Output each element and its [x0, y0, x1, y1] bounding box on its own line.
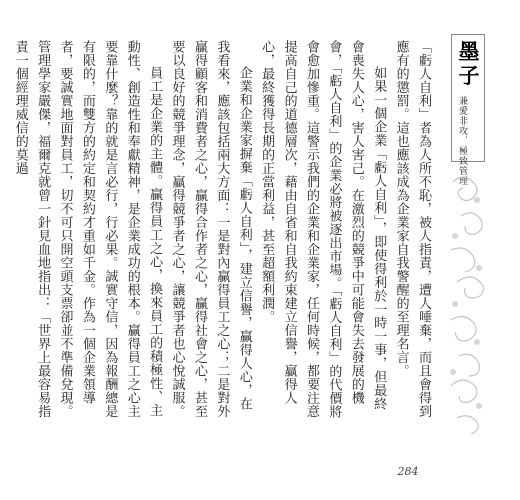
page-number: 284 — [397, 465, 419, 478]
paragraph-3: 企業和企業家摒棄「虧人自利」，建立信譽，贏得人心，在我看來，應該包括兩大方面：一是對內贏得員工之心；二是對外贏得顧客和消費者之心，贏得合作者之心，贏得社會之心，甚至要以良好的競爭理念，贏得競爭者之心，讓競爭者也心悅誠服。 — [169, 40, 252, 418]
paragraph-2: 如果一個企業「虧人自利」，即使得利於一時一事，但最終會喪失人心，害人害己。在激烈的競爭中可能會失去發展的機會，「虧人自利」的企業必將被逐出市場。「虧人自利」的代價將會愈加慘重。這警示我們的企業和企業家，任何時候，都要注意提高自己的道德層次，藉由自省和自我約束建立信譽，贏得人心，最終獲得長期的正當利益，甚至超額利潤。 — [259, 40, 387, 419]
article-body — [12, 40, 434, 420]
paragraph-1: 「虧人自利」者為人所不恥，被人指責，遭人唾棄，而且會得到應有的懲罰。這也應該成為企業家自我警醒的至理名言。 — [393, 40, 431, 418]
paragraph-4: 員工是企業的主體。贏得員工之心，換來員工的積極性、主動性、創造性和奉獻精神，是企業成功的根本。贏得員工之心主要靠什麼？靠的就是言必行，行必果。誠實守信，因為報酬總是有限的，而雙方的約定和契約才重如千金。作為一個企業領導者，要誠實地面對員工，切不可只開空頭支票卻並不準備兌現。管理學家嚴傑，福爾克就曾一針見血地指出：「世界上最容易指責一個經理威信的莫過 — [12, 40, 163, 418]
cloud-ornament-icon — [447, 170, 489, 438]
book-subtitle: 兼愛非攻．極致管理 — [457, 96, 467, 186]
book-title: 墨子 — [458, 39, 480, 88]
